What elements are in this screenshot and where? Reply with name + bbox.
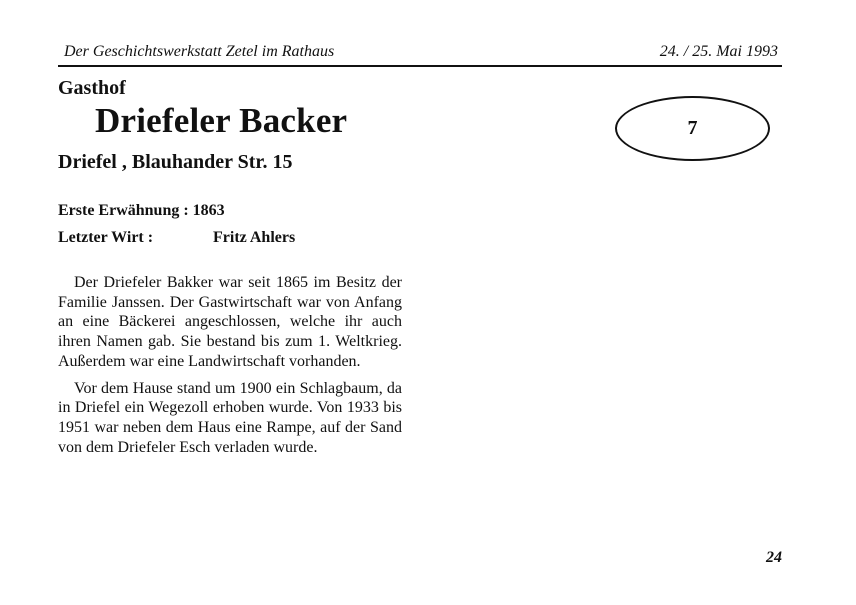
entry-kind: Gasthof xyxy=(58,77,126,99)
first-mention: Erste Erwähnung : 1863 xyxy=(58,202,225,219)
header-divider xyxy=(58,65,782,67)
body-paragraph: Der Driefeler Bakker war seit 1865 im Besitz der Familie Janssen. Der Gastwirtschaft war von Anfang an eine Bäckerei angeschlossen, welche ihr auch ihren Namen gab. Sie bestand bis zum 1. Weltkrieg. Außerdem war eine Landwirtschaft vorhanden. xyxy=(58,274,402,370)
last-host-value: Fritz Ahlers xyxy=(213,229,296,246)
body-text xyxy=(58,273,402,464)
page-number: 24 xyxy=(766,549,782,566)
header-title: Der Geschichtswerkstatt Zetel im Rathaus xyxy=(64,43,335,60)
entry-title: Driefeler Backer xyxy=(95,101,348,140)
entry-number-badge xyxy=(615,96,770,161)
body-paragraph: Vor dem Hause stand um 1900 ein Schlagbaum, da in Driefel ein Wegezoll erhoben wurde. Von 1933 bis 1951 war neben dem Haus eine Rampe, auf der Sand von dem Driefeler Esch verladen wurde. xyxy=(58,379,402,456)
entry-address: Driefel , Blauhander Str. 15 xyxy=(58,151,293,173)
last-host-label: Letzter Wirt : xyxy=(58,229,154,246)
entry-number: 7 xyxy=(687,117,698,139)
header-date: 24. / 25. Mai 1993 xyxy=(659,43,778,60)
